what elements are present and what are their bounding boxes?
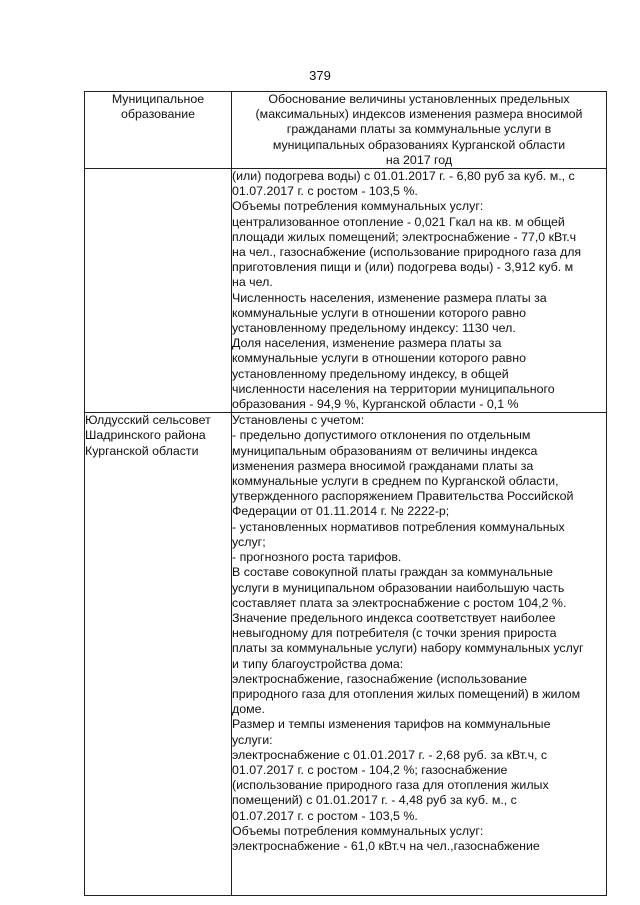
text-line: электроснабжение с 01.01.2017 г. - 2,68 руб. за кВт.ч, с: [232, 747, 548, 762]
text-line: установленному предельному индексу: 1130 чел.: [232, 321, 516, 336]
municipality-name-line: Юлдусский сельсовет: [85, 413, 211, 428]
table-header-row: [85, 92, 607, 169]
text-line: 01.07.2017 г. с ростом - 104,2 %; газоснабжение: [232, 762, 508, 777]
text-line: Объемы потребления коммунальных услуг:: [232, 823, 484, 838]
header-line: муниципальных образованиях Курганской области: [272, 137, 566, 152]
header-line: (максимальных) индексов изменения размера вносимой: [255, 107, 583, 122]
header-line: на 2017 год: [385, 152, 453, 167]
table-row: [85, 413, 607, 896]
text-line: установленному предельному индексу, в общей: [232, 366, 509, 381]
text-line: (использование природного газа для отопления жилых: [232, 778, 549, 793]
text-line: платы за коммунальные услуги) набору коммунальных услуг: [232, 641, 584, 656]
text-line: изменения размера вносимой гражданами платы за: [232, 458, 534, 473]
justification-text: [232, 413, 606, 895]
text-line: площади жилых помещений; электроснабжение - 77,0 кВт.ч: [232, 229, 577, 244]
text-line: образования - 94,9 %, Курганской области - 0,1 %: [232, 397, 519, 412]
text-line: Объемы потребления коммунальных услуг:: [232, 199, 484, 214]
text-line: централизованное отопление - 0,021 Гкал на кв. м общей: [232, 214, 565, 229]
header-line: Обоснование величины установленных предельных: [268, 92, 570, 106]
text-line: услуги в муниципальном образовании наибольшую часть: [232, 580, 565, 595]
text-line: электроснабжение, газоснабжение (использование: [232, 671, 528, 686]
text-line: доме.: [232, 702, 265, 717]
text-line: на чел.: [232, 275, 273, 290]
text-line: Размер и темпы изменения тарифов на коммунальные: [232, 717, 551, 732]
text-line: - установленных нормативов потребления коммунальных: [232, 519, 565, 534]
text-line: - предельно допустимого отклонения по отдельным: [232, 428, 531, 443]
text-line: и типу благоустройства дома:: [232, 656, 404, 671]
municipality-name-line: Курганской области: [85, 443, 199, 458]
text-line: на чел., газоснабжение (использование природного газа для: [232, 245, 582, 260]
text-line: коммунальные услуги в отношении которого равно: [232, 351, 526, 366]
text-line: услуг;: [232, 534, 266, 549]
text-line: невыгодному для потребителя (с точки зрения прироста: [232, 626, 557, 641]
text-line: Численность населения, изменение размера платы за: [232, 290, 547, 305]
text-line: коммунальные услуги в среднем по Курганской области,: [232, 474, 559, 489]
header-line: образование: [120, 107, 196, 122]
header-line: Муниципальное: [111, 92, 205, 106]
header-justification: [232, 92, 607, 169]
text-line: утвержденного распоряжением Правительства Российской: [232, 489, 574, 504]
text-line: составляет плата за электроснабжение с ростом 104,2 %.: [232, 595, 567, 610]
municipality-cell: [85, 413, 232, 896]
tariff-justification-table: [84, 91, 607, 896]
text-line: услуги:: [232, 732, 273, 747]
text-line: 01.07.2017 г. с ростом - 103,5 %.: [232, 184, 418, 199]
text-line: Федерации от 01.11.2014 г. № 2222-р;: [232, 504, 450, 519]
text-line: Установлены с учетом:: [232, 413, 365, 428]
header-line: гражданами платы за коммунальные услуги в: [286, 122, 552, 137]
text-line: электроснабжение - 61,0 кВт.ч на чел.,газоснабжение: [232, 838, 540, 853]
text-line: В составе совокупной платы граждан за коммунальные: [232, 565, 553, 580]
justification-cell: [232, 413, 607, 896]
text-line: - прогнозного роста тарифов.: [232, 550, 402, 565]
header-municipality: [85, 92, 232, 169]
text-line: 01.07.2017 г. с ростом - 103,5 %.: [232, 808, 418, 823]
text-line: природного газа для отопления жилых помещений) в жилом: [232, 686, 581, 701]
table-row: [85, 169, 607, 413]
page-number: 379: [309, 68, 331, 83]
justification-cell: [232, 169, 607, 413]
text-line: Доля населения, изменение размера платы за: [232, 336, 502, 351]
text-line: (или) подогрева воды) с 01.01.2017 г. - 6,80 руб за куб. м., с: [232, 169, 575, 184]
text-line: муниципальным образованиям от величины индекса: [232, 443, 538, 458]
text-line: Значение предельного индекса соответствует наиболее: [232, 610, 556, 625]
text-line: приготовления пищи и (или) подогрева воды) - 3,912 куб. м: [232, 260, 574, 275]
municipality-name-line: Шадринского района: [85, 428, 206, 443]
text-line: коммунальные услуги в отношении которого равно: [232, 305, 526, 320]
municipality-cell: [85, 169, 232, 413]
text-line: численности населения на территории муниципального: [232, 381, 555, 396]
text-line: помещений) с 01.01.2017 г. - 4,48 руб за куб. м., с: [232, 793, 517, 808]
